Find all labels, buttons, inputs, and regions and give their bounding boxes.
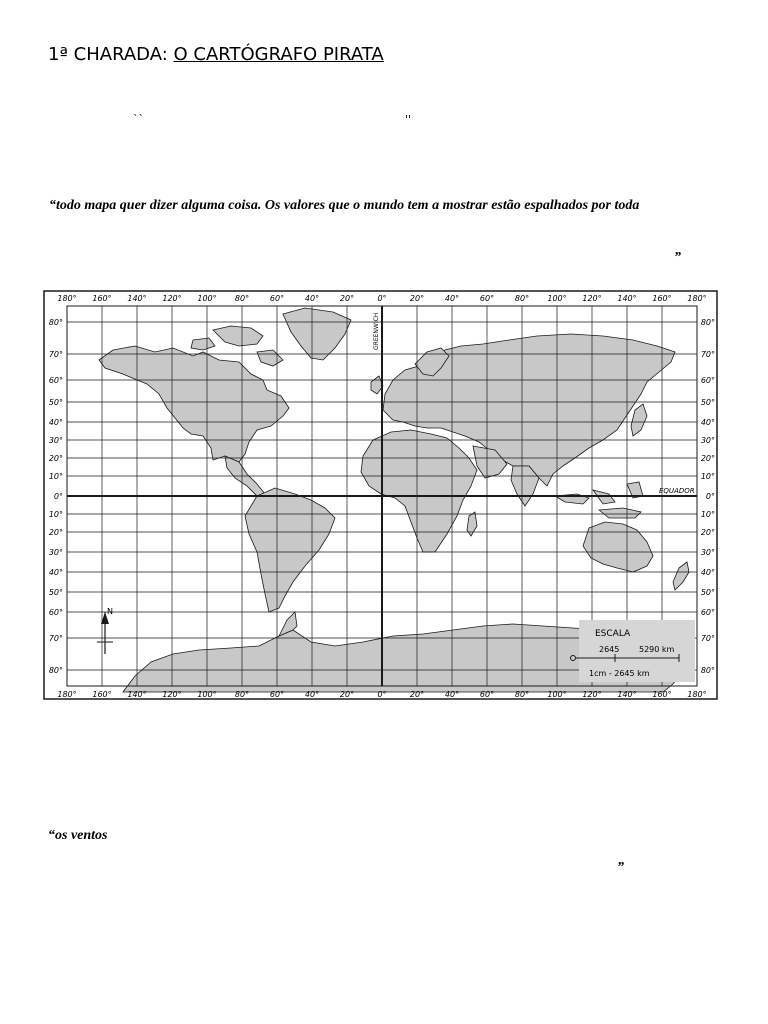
close-quote-mark: '' <box>405 113 412 126</box>
latitude-label: 10° <box>700 472 715 481</box>
longitude-label: 60° <box>269 294 285 303</box>
southeast-asia-islands <box>555 482 643 518</box>
latitude-label: 50° <box>48 398 63 407</box>
longitude-label: 140° <box>617 690 637 699</box>
latitude-label: 10° <box>48 472 63 481</box>
longitude-label: 180° <box>687 294 707 303</box>
latitude-labels-right <box>701 318 715 675</box>
new-zealand <box>673 562 689 590</box>
latitude-label: 80° <box>48 318 63 327</box>
latitude-label: 10° <box>48 510 63 519</box>
title-subtitle: O CARTÓGRAFO PIRATA <box>173 44 384 65</box>
latitude-label: 80° <box>48 666 63 675</box>
longitude-label: 160° <box>92 690 112 699</box>
latitude-label: 70° <box>48 350 63 359</box>
longitude-label: 40° <box>304 294 320 303</box>
latitude-label: 60° <box>700 608 715 617</box>
longitude-label: 120° <box>162 294 182 303</box>
north-america <box>99 346 289 462</box>
world-map <box>43 290 718 700</box>
longitude-label: 160° <box>652 690 672 699</box>
quote-1: “todo mapa quer dizer alguma coisa. Os valores que o mundo tem a mostrar estão espalhados por toda <box>49 198 640 213</box>
madagascar <box>467 512 477 536</box>
longitude-label: 120° <box>582 690 602 699</box>
scale-ratio: 1cm - 2645 km <box>589 669 650 678</box>
longitude-label: 80° <box>514 294 530 303</box>
latitude-label: 60° <box>48 608 63 617</box>
latitude-label: 70° <box>700 350 715 359</box>
latitude-label: 40° <box>700 568 715 577</box>
latitude-label: 50° <box>700 588 715 597</box>
latitude-label: 60° <box>700 376 715 385</box>
latitude-label: 70° <box>48 634 63 643</box>
longitude-label: 180° <box>687 690 707 699</box>
longitude-label: 120° <box>162 690 182 699</box>
title-number: 1ª <box>48 44 68 65</box>
quote-2: “os ventos <box>48 828 108 843</box>
title-label: CHARADA: <box>73 44 168 65</box>
latitude-label: 30° <box>700 548 715 557</box>
longitude-label: 40° <box>444 294 460 303</box>
latitude-label: 30° <box>700 436 715 445</box>
compass-rose <box>97 607 113 654</box>
longitude-label: 40° <box>304 690 320 699</box>
quote-1-end: ” <box>674 250 681 265</box>
latitude-label: 30° <box>48 548 63 557</box>
latitude-labels-left <box>49 318 63 675</box>
longitude-label: 0° <box>377 294 387 303</box>
longitude-label: 80° <box>514 690 530 699</box>
longitude-label: 80° <box>234 294 250 303</box>
australia <box>583 522 653 572</box>
latitude-label: 50° <box>48 588 63 597</box>
japan <box>631 404 647 436</box>
longitude-labels-top <box>57 294 706 303</box>
latitude-label: 70° <box>700 634 715 643</box>
latitude-label: 50° <box>700 398 715 407</box>
latitude-label: 30° <box>48 436 63 445</box>
page-title <box>48 44 384 65</box>
longitude-label: 100° <box>547 690 567 699</box>
map-scale <box>571 620 696 682</box>
longitude-label: 140° <box>617 294 637 303</box>
equator-label: EQUADOR <box>659 487 695 495</box>
longitude-label: 160° <box>652 294 672 303</box>
latitude-label: 40° <box>48 418 63 427</box>
latitude-label: 0° <box>705 492 715 501</box>
latitude-label: 20° <box>48 528 63 537</box>
scale-title: ESCALA <box>595 629 631 639</box>
greenland <box>283 308 351 360</box>
longitude-label: 40° <box>444 690 460 699</box>
longitude-label: 20° <box>339 690 355 699</box>
latitude-label: 10° <box>700 510 715 519</box>
world-map-svg <box>43 290 718 700</box>
longitude-label: 20° <box>409 690 425 699</box>
quote-2-end: ” <box>617 860 624 875</box>
africa <box>361 430 477 552</box>
latitude-label: 40° <box>48 568 63 577</box>
scale-tick-1: 2645 <box>599 645 620 654</box>
greenwich-label: GREENWICH <box>373 312 380 350</box>
longitude-label: 60° <box>479 294 495 303</box>
longitude-label: 180° <box>57 294 77 303</box>
longitude-label: 0° <box>377 690 387 699</box>
longitude-label: 100° <box>547 294 567 303</box>
scale-tick-2: 5290 km <box>639 645 675 654</box>
south-america <box>245 488 335 612</box>
longitude-label: 180° <box>57 690 77 699</box>
longitude-label: 140° <box>127 690 147 699</box>
latitude-label: 80° <box>700 318 715 327</box>
longitude-label: 120° <box>582 294 602 303</box>
latitude-label: 80° <box>700 666 715 675</box>
latitude-label: 20° <box>700 454 715 463</box>
longitude-label: 80° <box>234 690 250 699</box>
compass-north-label: N <box>107 607 113 616</box>
longitude-label: 100° <box>197 294 217 303</box>
latitude-label: 20° <box>48 454 63 463</box>
longitude-label: 60° <box>269 690 285 699</box>
latitude-label: 40° <box>700 418 715 427</box>
longitude-label: 20° <box>409 294 425 303</box>
longitude-label: 20° <box>339 294 355 303</box>
latitude-label: 0° <box>53 492 63 501</box>
latitude-label: 20° <box>700 528 715 537</box>
latitude-label: 60° <box>48 376 63 385</box>
longitude-label: 160° <box>92 294 112 303</box>
longitude-label: 100° <box>197 690 217 699</box>
longitude-label: 140° <box>127 294 147 303</box>
open-quote-mark: `` <box>133 113 144 126</box>
longitude-label: 60° <box>479 690 495 699</box>
